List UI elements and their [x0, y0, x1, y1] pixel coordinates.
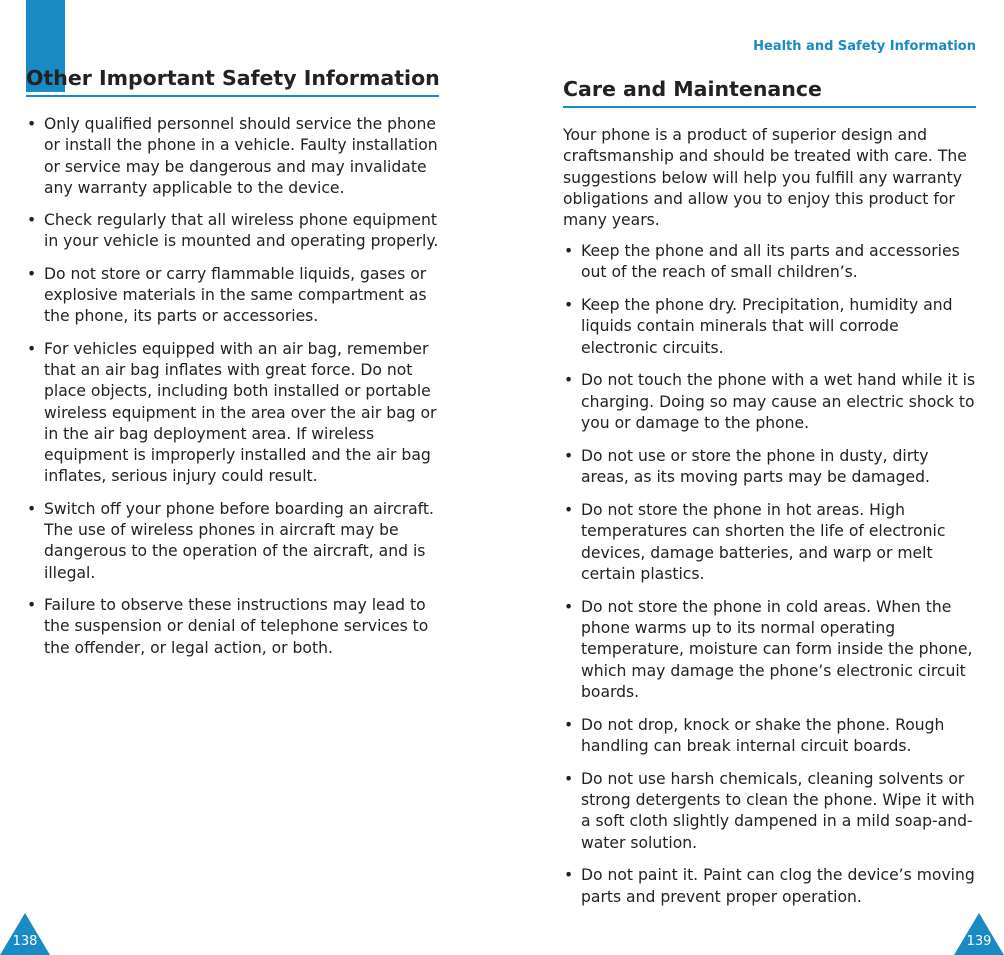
list-item-text: Failure to observe these instructions may lead to the suspension or denial of telephone services to the offender, or legal action, or both.: [44, 595, 429, 657]
list-item-text: Keep the phone dry. Precipitation, humidity and liquids contain minerals that will corrode electronic circuits.: [581, 296, 953, 357]
list-item: [563, 446, 979, 489]
right-bullet-list: [563, 241, 979, 920]
list-item: [26, 339, 440, 488]
bullet-icon: •: [27, 211, 37, 230]
list-item: [26, 264, 440, 328]
list-item: [563, 597, 979, 703]
list-item: [563, 865, 979, 908]
list-item: [26, 114, 440, 199]
list-item-text: Do not use harsh chemicals, cleaning solvents or strong detergents to clean the phone. Wipe it with a soft cloth slightly dampened in a mild soap-and-water solution.: [581, 769, 975, 852]
list-item: [26, 595, 440, 659]
bullet-icon: •: [564, 500, 574, 519]
page-number-left: 138: [12, 934, 38, 949]
page-number-badge-right: [954, 913, 1004, 955]
bullet-icon: •: [564, 866, 574, 885]
list-item-text: Do not use or store the phone in dusty, dirty areas, as its moving parts may be damaged.: [581, 446, 930, 487]
list-item: [563, 370, 979, 434]
left-bullet-list: [26, 114, 440, 670]
right-page-title: Care and Maintenance: [563, 75, 976, 108]
list-item-text: Do not drop, knock or shake the phone. Rough handling can break internal circuit boards.: [581, 715, 945, 755]
left-page-title: Other Important Safety Information: [26, 64, 439, 97]
bullet-icon: •: [27, 115, 37, 133]
page-number-badge-left: [0, 913, 50, 955]
list-item-text: Only qualified personnel should service the phone or install the phone in a vehicle. Faulty installation or service may be dangerous and may invalidate any warranty applicable to the device.: [44, 115, 438, 197]
bullet-icon: •: [564, 242, 574, 260]
bullet-icon: •: [564, 296, 574, 315]
intro-paragraph: Your phone is a product of superior design and craftsmanship and should be treated with care. The suggestions below will help you fulfill any warranty obligations and allow you to enjoy this product for many years.: [563, 126, 967, 230]
bullet-icon: •: [564, 715, 574, 734]
list-item-text: Do not paint it. Paint can clog the device’s moving parts and prevent proper operation.: [581, 866, 975, 906]
list-item-text: Do not store the phone in hot areas. High temperatures can shorten the life of electronic devices, damage batteries, and warp or melt certain plastics.: [581, 500, 946, 583]
list-item-text: For vehicles equipped with an air bag, remember that an air bag inflates with great force. Do not place objects, including both installed or portable wireless equipment in the area over the air bag or in the air bag deployment area. If wireless equipment is improperly installed and the air bag inflates, serious injury could result.: [44, 339, 437, 486]
list-item: [563, 769, 979, 854]
list-item-text: Switch off your phone before boarding an aircraft. The use of wireless phones in aircraft may be dangerous to the operation of the aircraft, and is illegal.: [44, 499, 434, 582]
bullet-icon: •: [564, 597, 574, 616]
bullet-icon: •: [27, 499, 37, 518]
list-item: [563, 500, 979, 585]
bullet-icon: •: [564, 769, 574, 788]
bullet-icon: •: [27, 339, 37, 358]
bullet-icon: •: [564, 446, 574, 465]
running-header: Health and Safety Information: [753, 39, 976, 54]
bullet-icon: •: [564, 371, 574, 390]
page-number-right: 139: [966, 934, 992, 949]
list-item: [563, 295, 979, 359]
list-item: [563, 241, 979, 284]
list-item-text: Keep the phone and all its parts and accessories out of the reach of small children’s.: [581, 242, 960, 282]
list-item: [563, 715, 979, 758]
list-item-text: Do not store or carry flammable liquids, gases or explosive materials in the same compartment as the phone, its parts or accessories.: [44, 264, 427, 326]
list-item-text: Check regularly that all wireless phone equipment in your vehicle is mounted and operating properly.: [44, 211, 439, 251]
list-item: [26, 210, 440, 253]
bullet-icon: •: [27, 595, 37, 614]
list-item-text: Do not store the phone in cold areas. When the phone warms up to its normal operating temperature, moisture can form inside the phone, which may damage the phone’s electronic circuit boards.: [581, 597, 973, 701]
bullet-icon: •: [27, 264, 37, 283]
list-item: [26, 499, 440, 584]
list-item-text: Do not touch the phone with a wet hand while it is charging. Doing so may cause an electric shock to you or damage to the phone.: [581, 371, 976, 433]
